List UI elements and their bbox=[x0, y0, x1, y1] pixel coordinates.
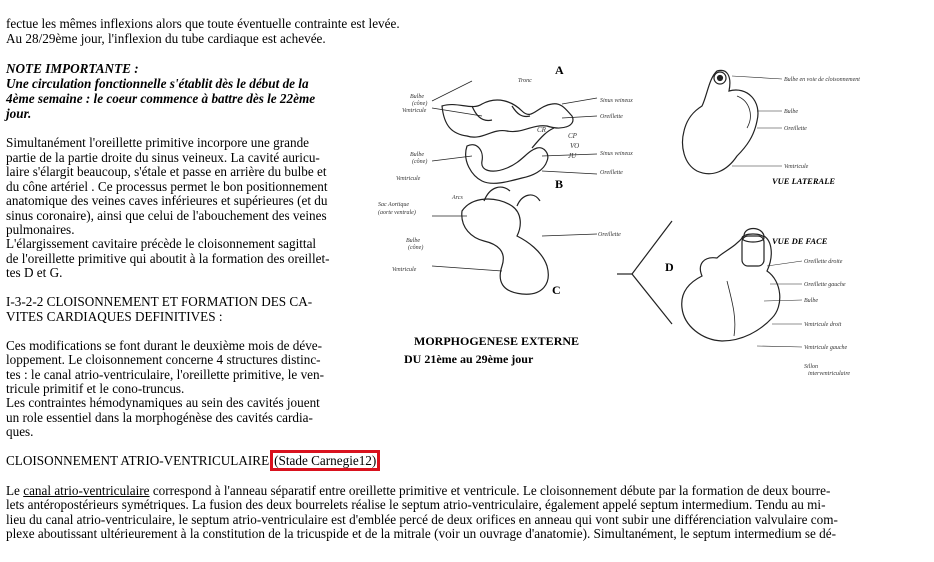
label: Sinus veineux bbox=[600, 98, 633, 104]
paragraph-line: partie de la partie droite du sinus veineux. La cavité auricu- bbox=[6, 150, 320, 165]
label: Ventricule bbox=[402, 108, 427, 114]
label: Oreillette bbox=[784, 126, 807, 132]
label: Tronc bbox=[518, 78, 532, 84]
paragraph-line: tricule primitif et le cono-truncus. bbox=[6, 381, 185, 396]
heart-sketch-b bbox=[466, 145, 548, 184]
label: (cône) bbox=[408, 245, 424, 251]
label: Ventricule bbox=[784, 164, 809, 170]
note-title: NOTE IMPORTANTE : bbox=[6, 61, 139, 76]
section-title: I-3-2-2 CLOISONNEMENT ET FORMATION DES CA- bbox=[6, 294, 313, 309]
paragraph-line: ques. bbox=[6, 424, 34, 439]
label: Ventricule droit bbox=[804, 322, 842, 328]
heart-sketch-face bbox=[682, 229, 780, 342]
text-line: fectue les mêmes inflexions alors que toute éventuelle contrainte est levée. bbox=[6, 16, 400, 31]
paragraph-line: Les contraintes hémodynamiques au sein des cavités jouent bbox=[6, 395, 320, 410]
label: Ventricule bbox=[396, 176, 421, 182]
paragraph-line: un role essentiel dans la morphogénèse des cavités cardia- bbox=[6, 410, 313, 425]
heart-morphogenesis-figure bbox=[372, 56, 912, 386]
heart-sketch-a bbox=[442, 100, 573, 137]
label: Sac Aortique bbox=[378, 202, 410, 208]
figure-letter: A bbox=[555, 63, 564, 77]
label: Bulbe bbox=[410, 152, 424, 158]
figure-caption: DU 21ème au 29ème jour bbox=[404, 352, 534, 366]
section-title: VITES CARDIAQUES DEFINITIVES : bbox=[6, 309, 223, 324]
underlined-term: canal atrio-ventriculaire bbox=[23, 483, 150, 498]
label: VO bbox=[570, 142, 580, 150]
paragraph-line: du cône artériel . Ce processus permet le bon positionnement bbox=[6, 179, 328, 194]
label: Sinus veineux bbox=[600, 151, 633, 157]
label: (cône) bbox=[412, 159, 428, 165]
label: (aorte ventrale) bbox=[378, 210, 416, 216]
paragraph-line: de l'oreillette primitive qui aboutit à la formation des oreillet- bbox=[6, 251, 330, 266]
text-run: correspond à l'anneau séparatif entre oreillette primitive et ventricule. Le cloisonnement débute par la formation de deux bourre- bbox=[149, 483, 831, 498]
label: Sillon bbox=[804, 364, 819, 370]
label: Bulbe bbox=[804, 298, 818, 304]
paragraph-line: loppement. Le cloisonnement concerne 4 structures distinc- bbox=[6, 352, 321, 367]
label: Arcs bbox=[452, 195, 463, 201]
note-line: jour. bbox=[6, 106, 32, 121]
subsection-heading bbox=[6, 454, 380, 469]
label: Bulbe bbox=[406, 238, 420, 244]
note-line: 4ème semaine : le coeur commence à battre dès le 22ème bbox=[6, 91, 316, 106]
label: (cône) bbox=[412, 101, 428, 107]
label: Oreillette gauche bbox=[804, 282, 846, 288]
figure-letter: B bbox=[555, 177, 564, 191]
view-title: VUE LATERALE bbox=[772, 176, 836, 186]
paragraph-line: Simultanément l'oreillette primitive incorpore une grande bbox=[6, 135, 310, 150]
label: Oreillette bbox=[600, 170, 623, 176]
label: CP bbox=[568, 132, 577, 140]
paragraph-line: tes : le canal atrio-ventriculaire, l'oreillette primitive, le ven- bbox=[6, 367, 325, 382]
paragraph-line: anatomique des veines caves inférieures et supérieures (et du bbox=[6, 193, 328, 208]
paragraph-line: lieu du canal atrio-ventriculaire, le septum atrio-ventriculaire est d'emblée percé de deux orifices en anneau qui vont subir une différenciation valvulaire com- bbox=[6, 512, 838, 527]
label: Oreillette droite bbox=[804, 259, 843, 265]
paragraph-line: sinus coronaire), ainsi que celui de l'abouchement des veines bbox=[6, 208, 327, 223]
subsection-title: CLOISONNEMENT ATRIO-VENTRICULAIRE bbox=[6, 453, 270, 468]
paragraph-line: pulmonaires. bbox=[6, 222, 75, 237]
figure-letter: C bbox=[552, 283, 561, 297]
paragraph-line: L'élargissement cavitaire précède le cloisonnement sagittal bbox=[6, 236, 317, 251]
text-line: Au 28/29ème jour, l'inflexion du tube cardiaque est achevée. bbox=[6, 31, 326, 46]
label: Ventricule bbox=[392, 267, 417, 273]
label: Bulbe bbox=[784, 109, 798, 115]
label: interventriculaire bbox=[808, 371, 851, 377]
figure-letter: D bbox=[665, 260, 674, 274]
label: Oreillette bbox=[598, 232, 621, 238]
label: Oreillette bbox=[600, 114, 623, 120]
label: JU bbox=[568, 152, 577, 160]
note-line: Une circulation fonctionnelle s'établit dès le début de la bbox=[6, 76, 309, 91]
paragraph-line: laire s'élargit beaucoup, s'étale et passe en arrière du bulbe et bbox=[6, 164, 327, 179]
label: CR bbox=[537, 126, 546, 134]
text-run: Le bbox=[6, 483, 24, 498]
label: Bulbe en voie de cloisonnement bbox=[784, 77, 860, 83]
paragraph-line: Ces modifications se font durant le deuxième mois de déve- bbox=[6, 338, 323, 353]
paragraph-line: plexe aboutissant ultérieurement à la constitution de la tricuspide et de la mitrale (voir un ouvrage d'anatomie). Simultanément, le septum intermedium se dé- bbox=[6, 526, 837, 541]
paragraph-line: lets antéropostérieurs symétriques. La fusion des deux bourrelets réalise le septum atrio-ventriculaire, également appelé septum intermedium. Tendu au mi- bbox=[6, 497, 826, 512]
paragraph-line: tes D et G. bbox=[6, 265, 63, 280]
figure-caption: MORPHOGENESE EXTERNE bbox=[414, 334, 580, 348]
highlighted-stage: (Stade Carnegie12) bbox=[270, 450, 380, 471]
heart-sketch-lateral bbox=[683, 70, 758, 173]
heart-sketch-c bbox=[462, 199, 548, 294]
label: Bulbe bbox=[410, 94, 424, 100]
label: Ventricule gauche bbox=[804, 345, 848, 351]
view-title: VUE DE FACE bbox=[772, 236, 828, 246]
